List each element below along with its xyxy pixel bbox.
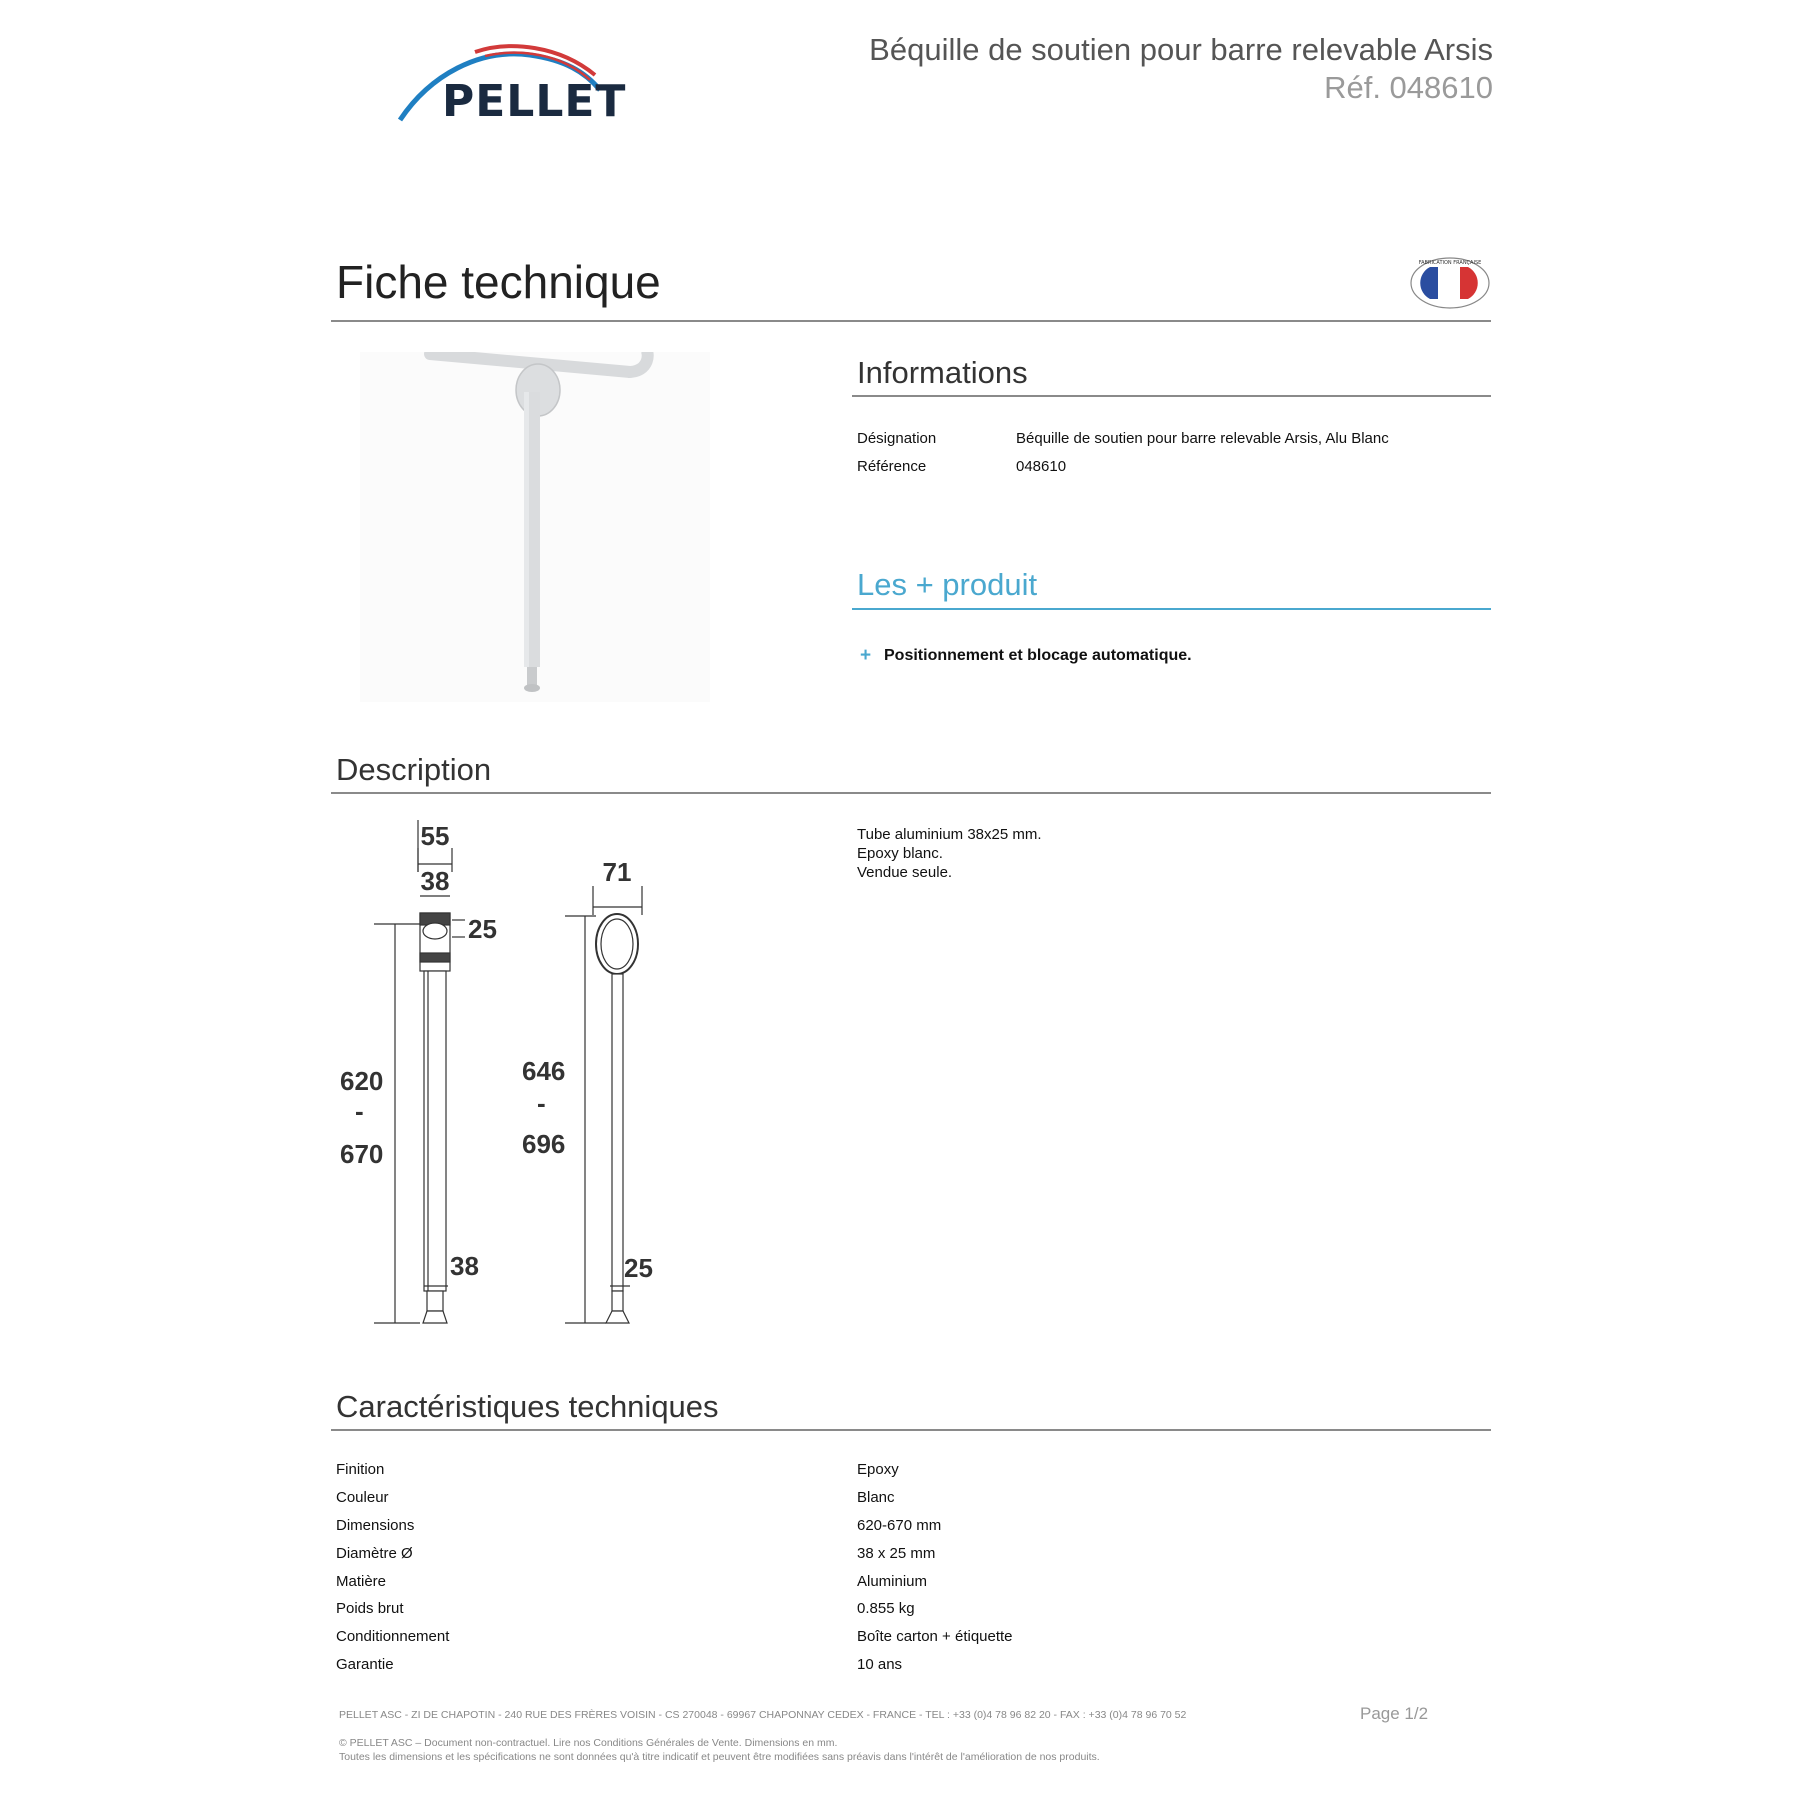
dim-side-foot: 25 bbox=[624, 1253, 653, 1283]
divider bbox=[852, 395, 1491, 397]
header-reference: Réf. 048610 bbox=[1324, 70, 1493, 105]
badge-text: FABRICATION FRANÇAISE bbox=[1418, 260, 1482, 266]
info-value-reference: 048610 bbox=[1016, 458, 1067, 475]
dim-front-height-min: 620 bbox=[340, 1066, 384, 1096]
spec-label: Poids brut bbox=[336, 1600, 404, 1617]
pellet-logo bbox=[390, 40, 640, 130]
dim-side-height-max: 696 bbox=[522, 1129, 566, 1159]
caracteristiques-title: Caractéristiques techniques bbox=[336, 1389, 719, 1424]
dim-front-height-max: 670 bbox=[340, 1139, 384, 1169]
description-line: Epoxy blanc. bbox=[857, 845, 943, 862]
product-photo bbox=[360, 352, 710, 702]
spec-value: 620-670 mm bbox=[857, 1517, 942, 1534]
dim-front-range-dash: - bbox=[355, 1096, 364, 1126]
page-number: Page 1/2 bbox=[1360, 1704, 1429, 1723]
fabrication-francaise-badge bbox=[1408, 255, 1492, 311]
dim-front-width-top: 55 bbox=[420, 821, 450, 851]
footer-copyright: © PELLET ASC – Document non-contractuel. Lire nos Conditions Générales de Vente. Dimensions en mm. bbox=[339, 1737, 838, 1749]
plus-icon: + bbox=[860, 645, 872, 666]
spec-label: Finition bbox=[336, 1461, 385, 1478]
footer-address: PELLET ASC - ZI DE CHAPOTIN - 240 RUE DES FRÈRES VOISIN - CS 270048 - 69967 CHAPONNAY CEDEX - FRANCE - TEL : +33 (0)4 78 96 82 20 - FAX : +33 (0)4 78 96 70 52 bbox=[339, 1709, 1187, 1721]
spec-label: Couleur bbox=[336, 1489, 389, 1506]
dim-front-thickness: 25 bbox=[468, 914, 497, 944]
divider-blue bbox=[852, 608, 1491, 610]
spec-label: Conditionnement bbox=[336, 1628, 450, 1645]
plus-produit-item: Positionnement et blocage automatique. bbox=[884, 647, 1192, 664]
french-flag-badge-icon bbox=[1408, 255, 1492, 311]
header-product-title: Béquille de soutien pour barre relevable Arsis bbox=[869, 32, 1493, 67]
product-image bbox=[360, 352, 710, 702]
spec-label: Garantie bbox=[336, 1656, 394, 1673]
dim-side-height-min: 646 bbox=[522, 1056, 566, 1086]
plus-produit-title: Les + produit bbox=[857, 567, 1038, 602]
technical-drawing bbox=[340, 820, 680, 1340]
spec-value: Aluminium bbox=[857, 1573, 928, 1590]
spec-label: Dimensions bbox=[336, 1517, 415, 1534]
dim-side-width: 71 bbox=[602, 857, 632, 887]
spec-value: 38 x 25 mm bbox=[857, 1545, 936, 1562]
dim-front-width-inner: 38 bbox=[420, 866, 450, 896]
spec-value: Epoxy bbox=[857, 1461, 899, 1478]
dimension-drawing bbox=[340, 820, 680, 1340]
divider bbox=[331, 320, 1491, 322]
info-value-designation: Béquille de soutien pour barre relevable Arsis, Alu Blanc bbox=[1016, 430, 1389, 447]
divider bbox=[331, 1429, 1491, 1431]
spec-label: Matière bbox=[336, 1573, 387, 1590]
spec-value: 10 ans bbox=[857, 1656, 903, 1673]
informations-title: Informations bbox=[857, 355, 1028, 390]
description-title: Description bbox=[336, 752, 492, 787]
spec-value: Boîte carton + étiquette bbox=[857, 1628, 1013, 1645]
spec-value: 0.855 kg bbox=[857, 1600, 915, 1617]
footer-disclaimer: Toutes les dimensions et les spécifications ne sont données qu'à titre indicatif et peuvent être modifiées sans préavis dans l'intérêt de l'amélioration de nos produits. bbox=[339, 1751, 1100, 1763]
spec-value: Blanc bbox=[857, 1489, 895, 1506]
dim-side-range-dash: - bbox=[537, 1088, 546, 1118]
logo-wordmark: PELLET bbox=[442, 76, 627, 127]
spec-label: Diamètre Ø bbox=[336, 1545, 413, 1562]
page-title: Fiche technique bbox=[336, 256, 661, 308]
dim-front-foot: 38 bbox=[450, 1251, 479, 1281]
info-label-designation: Désignation bbox=[857, 430, 937, 447]
divider bbox=[331, 792, 1491, 794]
description-line: Tube aluminium 38x25 mm. bbox=[857, 826, 1042, 843]
description-line: Vendue seule. bbox=[857, 864, 953, 881]
info-label-reference: Référence bbox=[857, 458, 927, 475]
